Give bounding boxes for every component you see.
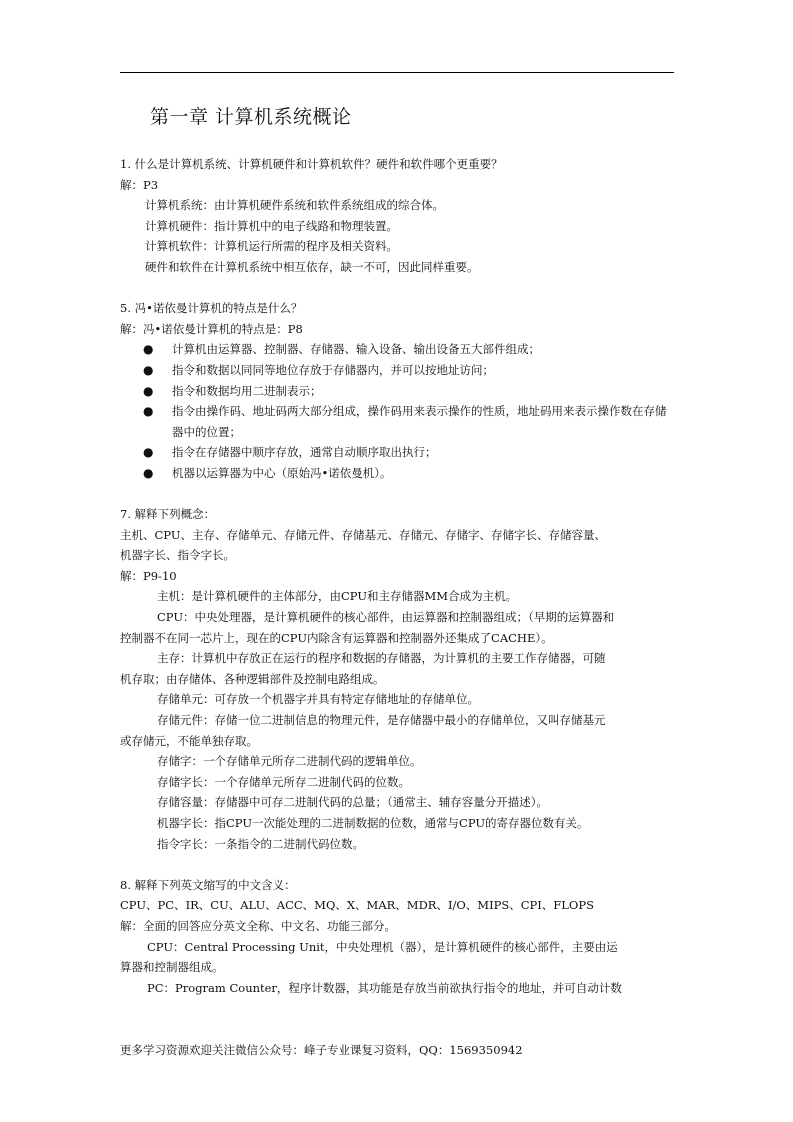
footer-note: 更多学习资源欢迎关注微信公众号：峰子专业课复习资料，QQ：1569350942 [120, 1043, 523, 1057]
spacer [120, 484, 674, 505]
bullet-icon: ● [143, 362, 154, 377]
answer-1-line: 计算机系统：由计算机硬件系统和软件系统组成的综合体。 [145, 198, 444, 213]
answer-5-intro: 解：冯•诺依曼计算机的特点是：P8 [120, 321, 303, 336]
bullet-item [120, 381, 674, 402]
bullet-icon: ● [143, 465, 154, 480]
definition-zhuji: 主机：是计算机硬件的主体部分，由CPU和主存储器MM合成为主机。 [157, 589, 518, 604]
definition-rongliang: 存储容量：存储器中可存二进制代码的总量；（通常主、辅存容量分开描述）。 [157, 795, 548, 810]
abbr-cpu: CPU：Central Processing Unit，中央处理机（器），是计算机硬件的核心部件，主要由运 [147, 939, 618, 954]
document-body [120, 154, 674, 998]
definition-zi: 存储字：一个存储单元所存二进制代码的逻辑单位。 [157, 754, 422, 769]
bullet-text: 计算机由运算器、控制器、存储器、输入设备、输出设备五大部件组成； [172, 342, 540, 357]
bullet-item [120, 442, 674, 463]
bullet-text: 指令和数据均用二进制表示； [172, 383, 322, 398]
bullet-text: 指令在存储器中顺序存放，通常自动顺序取出执行； [172, 445, 437, 460]
question-1: 1. 什么是计算机系统、计算机硬件和计算机软件？硬件和软件哪个更重要？ [120, 157, 503, 171]
answer-1-line: 硬件和软件在计算机系统中相互依存，缺一不可，因此同样重要。 [145, 259, 479, 274]
definition-jiqi-zichang: 机器字长：指CPU一次能处理的二进制数据的位数，通常与CPU的寄存器位数有关。 [157, 816, 589, 830]
abbr-cpu-cont: 算器和控制器组成。 [120, 960, 224, 975]
bullet-icon: ● [143, 342, 154, 357]
bullet-icon: ● [143, 445, 154, 460]
header-rule [120, 72, 674, 73]
definition-yuanjian: 存储元件：存储一位二进制信息的物理元件，是存储器中最小的存储单位，又叫存储基元 [157, 713, 606, 728]
chapter-title: 第一章 计算机系统概论 [150, 106, 352, 128]
bullet-item [120, 339, 674, 360]
bullet-item [120, 360, 674, 381]
answer-1-intro: 解：P3 [120, 177, 159, 192]
bullet-text: 指令由操作码、地址码两大部分组成，操作码用来表示操作的性质，地址码用来表示操作数在存储器中的位置； [172, 404, 667, 439]
definition-zhucun-cont: 机存取；由存储体、各种逻辑部件及控制电路组成。 [120, 671, 385, 686]
abbreviation-list: CPU、PC、IR、CU、ALU、ACC、MQ、X、MAR、MDR、I/O、MIPS、CPI、FLOPS [120, 898, 594, 913]
definition-zichang: 存储字长：一个存储单元所存二进制代码的位数。 [157, 774, 410, 789]
spacer [120, 854, 674, 875]
abbr-pc: PC：Program Counter，程序计数器，其功能是存放当前欲执行指令的地址，并可自动计数 [147, 980, 622, 995]
bullet-item [120, 401, 674, 442]
question-7: 7. 解释下列概念： [120, 507, 216, 522]
answer-1-line: 计算机硬件：指计算机中的电子线路和物理装置。 [145, 218, 398, 233]
terms-line: 主机、CPU、主存、存储单元、存储元件、存储基元、存储元、存储字、存储字长、存储容量、 [120, 527, 607, 542]
answer-8-intro: 解：全面的回答应分英文全称、中文名、功能三部分。 [120, 918, 396, 933]
answer-1-line: 计算机软件：计算机运行所需的程序及相关资料。 [145, 239, 398, 254]
definition-cpu: CPU：中央处理器，是计算机硬件的核心部件，由运算器和控制器组成；（早期的运算器和 [157, 610, 615, 625]
bullet-text: 机器以运算器为中心（原始冯•诺依曼机）。 [172, 465, 392, 480]
answer-7-intro: 解：P9-10 [120, 568, 177, 583]
spacer [120, 278, 674, 299]
bullet-icon: ● [143, 404, 154, 419]
bullet-item [120, 463, 674, 484]
bullet-text: 指令和数据以同同等地位存放于存储器内，并可以按地址访问； [172, 362, 494, 377]
definition-danyuan: 存储单元：可存放一个机器字并具有特定存储地址的存储单位。 [157, 692, 479, 707]
definition-zhiling-zichang: 指令字长：一条指令的二进制代码位数。 [157, 836, 364, 851]
definition-zhucun: 主存：计算机中存放正在运行的程序和数据的存储器，为计算机的主要工作存储器，可随 [157, 651, 606, 666]
definition-cpu-cont: 控制器不在同一芯片上，现在的CPU内除含有运算器和控制器外还集成了CACHE）。 [120, 630, 553, 645]
definition-yuanjian-cont: 或存储元，不能单独存取。 [120, 733, 258, 748]
terms-line: 机器字长、指令字长。 [120, 548, 235, 563]
bullet-icon: ● [143, 383, 154, 398]
question-5: 5. 冯•诺依曼计算机的特点是什么？ [120, 301, 303, 316]
question-8: 8. 解释下列英文缩写的中文含义： [120, 877, 296, 892]
